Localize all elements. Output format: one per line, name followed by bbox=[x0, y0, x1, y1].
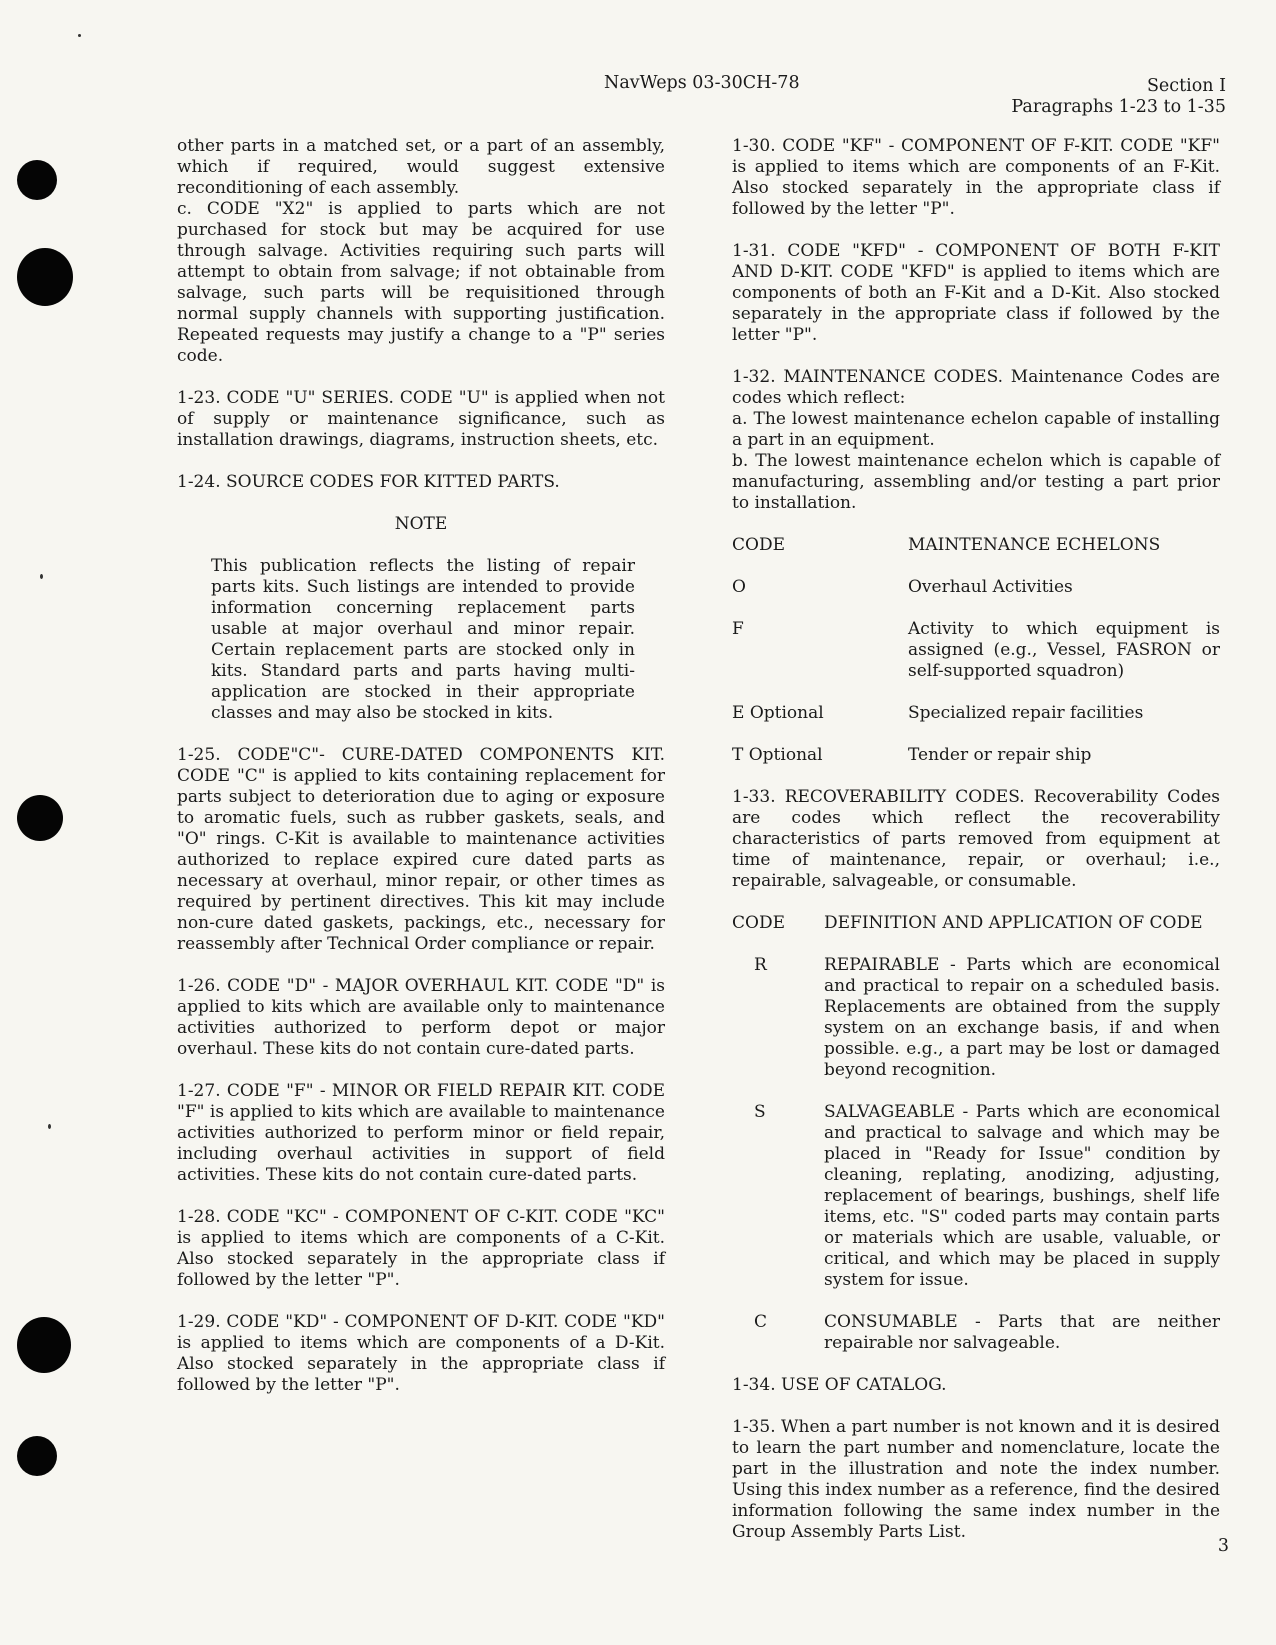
table-header-echelons: MAINTENANCE ECHELONS bbox=[908, 535, 1161, 555]
table-cell-code: E Optional bbox=[732, 703, 824, 723]
table-row bbox=[732, 703, 1220, 745]
table-row bbox=[732, 1312, 1220, 1354]
binder-hole bbox=[17, 795, 63, 841]
table-row bbox=[732, 619, 1220, 703]
scan-speck bbox=[48, 1124, 51, 1129]
para-1-34: 1-34. USE OF CATALOG. bbox=[732, 1375, 947, 1395]
code-x2-text: c. CODE "X2" is applied to parts which are not purchased for stock but may be acquired for use through salvage. Activities requiring such parts will attempt to obtain from salvage; if not obtainable from salvage, such parts will be requisitioned through normal supply channels with supporting justification. Repeated requests may justify a change to a "P" series code. bbox=[177, 199, 665, 366]
binder-hole bbox=[17, 1436, 57, 1476]
table-header-definition: DEFINITION AND APPLICATION OF CODE bbox=[824, 913, 1203, 933]
scan-speck bbox=[78, 34, 81, 37]
table-header-code: CODE bbox=[732, 535, 785, 555]
left-column bbox=[177, 136, 665, 1417]
table-cell-code: C bbox=[754, 1312, 768, 1332]
para-1-33: 1-33. RECOVERABILITY CODES. Recoverability Codes are codes which reflect the recoverability characteristics of parts removed from equipment at time of maintenance, repair, or overhaul; i.e., repairable, salvageable, or consumable. bbox=[732, 787, 1220, 891]
para-1-32-b: b. The lowest maintenance echelon which is capable of manufacturing, assembling and/or testing a part prior to installation. bbox=[732, 451, 1220, 513]
right-column bbox=[732, 136, 1220, 1564]
note-body: This publication reflects the listing of repair parts kits. Such listings are intended to provide information concerning replacement parts usable at major overhaul and minor repair. Certain replacement parts are stocked only in kits. Standard parts and parts having multi-application are stocked in their appropriate classes and may also be stocked in kits. bbox=[211, 556, 635, 723]
table-cell-text: SALVAGEABLE - Parts which are economical and practical to salvage and which may be placed in "Ready for Issue" condition by cleaning, replating, anodizing, adjusting, replacement of bearings, bushings, shelf life items, etc. "S" coded parts may contain parts or materials which are usable, valuable, or critical, and which may be placed in supply system for issue. bbox=[824, 1102, 1220, 1290]
para-1-32: 1-32. MAINTENANCE CODES. Maintenance Codes are codes which reflect: bbox=[732, 367, 1220, 408]
table-cell-text: Overhaul Activities bbox=[908, 577, 1073, 597]
para-1-23: 1-23. CODE "U" SERIES. CODE "U" is applied when not of supply or maintenance significance, such as installation drawings, diagrams, instruction sheets, etc. bbox=[177, 388, 665, 450]
table-row bbox=[732, 1102, 1220, 1312]
table-cell-code: S bbox=[754, 1102, 766, 1122]
continuation-text: other parts in a matched set, or a part of an assembly, which if required, would suggest extensive reconditioning of each assembly. bbox=[177, 136, 665, 198]
table-row bbox=[732, 955, 1220, 1102]
binder-hole bbox=[17, 160, 57, 200]
table-header-code: CODE bbox=[732, 913, 785, 933]
section-label: Section I bbox=[1146, 76, 1226, 96]
table-row bbox=[732, 745, 1220, 766]
para-1-30: 1-30. CODE "KF" - COMPONENT OF F-KIT. CODE "KF" is applied to items which are components of an F-Kit. Also stocked separately in the appropriate class if followed by the letter "P". bbox=[732, 136, 1220, 219]
para-1-35: 1-35. When a part number is not known and it is desired to learn the part number and nomenclature, locate the part in the illustration and note the index number. Using this index number as a reference, find the desired information following the same index number in the Group Assembly Parts List. bbox=[732, 1417, 1220, 1542]
binder-hole bbox=[17, 248, 73, 306]
para-1-28: 1-28. CODE "KC" - COMPONENT OF C-KIT. CODE "KC" is applied to items which are components of a C-Kit. Also stocked separately in the appropriate class if followed by the letter "P". bbox=[177, 1207, 665, 1290]
table-cell-code: R bbox=[754, 955, 767, 975]
table-cell-text: Activity to which equipment is assigned (e.g., Vessel, FASRON or self-supported squadron) bbox=[908, 619, 1220, 681]
paragraph-range: Paragraphs 1-23 to 1-35 bbox=[1011, 97, 1226, 117]
table-row bbox=[732, 577, 1220, 619]
table-cell-text: CONSUMABLE - Parts that are neither repairable nor salvageable. bbox=[824, 1312, 1220, 1353]
para-1-31: 1-31. CODE "KFD" - COMPONENT OF BOTH F-KIT AND D-KIT. CODE "KFD" is applied to items which are components of both an F-Kit and a D-Kit. Also stocked separately in the appropriate class if followed by the letter "P". bbox=[732, 241, 1220, 345]
para-1-27: 1-27. CODE "F" - MINOR OR FIELD REPAIR KIT. CODE "F" is applied to kits which are available to maintenance activities authorized to perform minor or field repair, including overhaul activities in support of field activities. These kits do not contain cure-dated parts. bbox=[177, 1081, 665, 1185]
recoverability-codes-table bbox=[732, 913, 1220, 1354]
para-1-26: 1-26. CODE "D" - MAJOR OVERHAUL KIT. CODE "D" is applied to kits which are available only to maintenance activities authorized to perform depot or major overhaul. These kits do not contain cure-dated parts. bbox=[177, 976, 665, 1059]
maintenance-codes-table bbox=[732, 535, 1220, 766]
document-id: NavWeps 03-30CH-78 bbox=[604, 73, 800, 93]
table-cell-text: Tender or repair ship bbox=[908, 745, 1092, 765]
para-1-24: 1-24. SOURCE CODES FOR KITTED PARTS. bbox=[177, 472, 560, 492]
table-cell-text: REPAIRABLE - Parts which are economical and practical to repair on a scheduled basis. Replacements are obtained from the supply system on an exchange basis, if and when possible. e.g., a part may be lost or damaged beyond recognition. bbox=[824, 955, 1220, 1080]
table-cell-code: T Optional bbox=[732, 745, 823, 765]
para-1-32-a: a. The lowest maintenance echelon capable of installing a part in an equipment. bbox=[732, 409, 1220, 450]
para-1-29: 1-29. CODE "KD" - COMPONENT OF D-KIT. CODE "KD" is applied to items which are components of a D-Kit. Also stocked separately in the appropriate class if followed by the letter "P". bbox=[177, 1312, 665, 1395]
page-number: 3 bbox=[1217, 1536, 1229, 1556]
table-cell-code: O bbox=[732, 577, 746, 597]
para-1-25: 1-25. CODE"C"- CURE-DATED COMPONENTS KIT. CODE "C" is applied to kits containing replacement for parts subject to deterioration due to aging or exposure to aromatic fuels, such as rubber gaskets, seals, and "O" rings. C-Kit is available to maintenance activities authorized to replace expired cure dated parts as necessary at overhaul, minor repair, or other times as required by pertinent directives. This kit may include non-cure dated gaskets, packings, etc., necessary for reassembly after Technical Order compliance or repair. bbox=[177, 745, 665, 954]
scan-speck bbox=[40, 574, 43, 579]
binder-hole bbox=[17, 1317, 71, 1373]
note-title: NOTE bbox=[394, 514, 448, 534]
table-cell-text: Specialized repair facilities bbox=[908, 703, 1144, 723]
table-cell-code: F bbox=[732, 619, 744, 639]
